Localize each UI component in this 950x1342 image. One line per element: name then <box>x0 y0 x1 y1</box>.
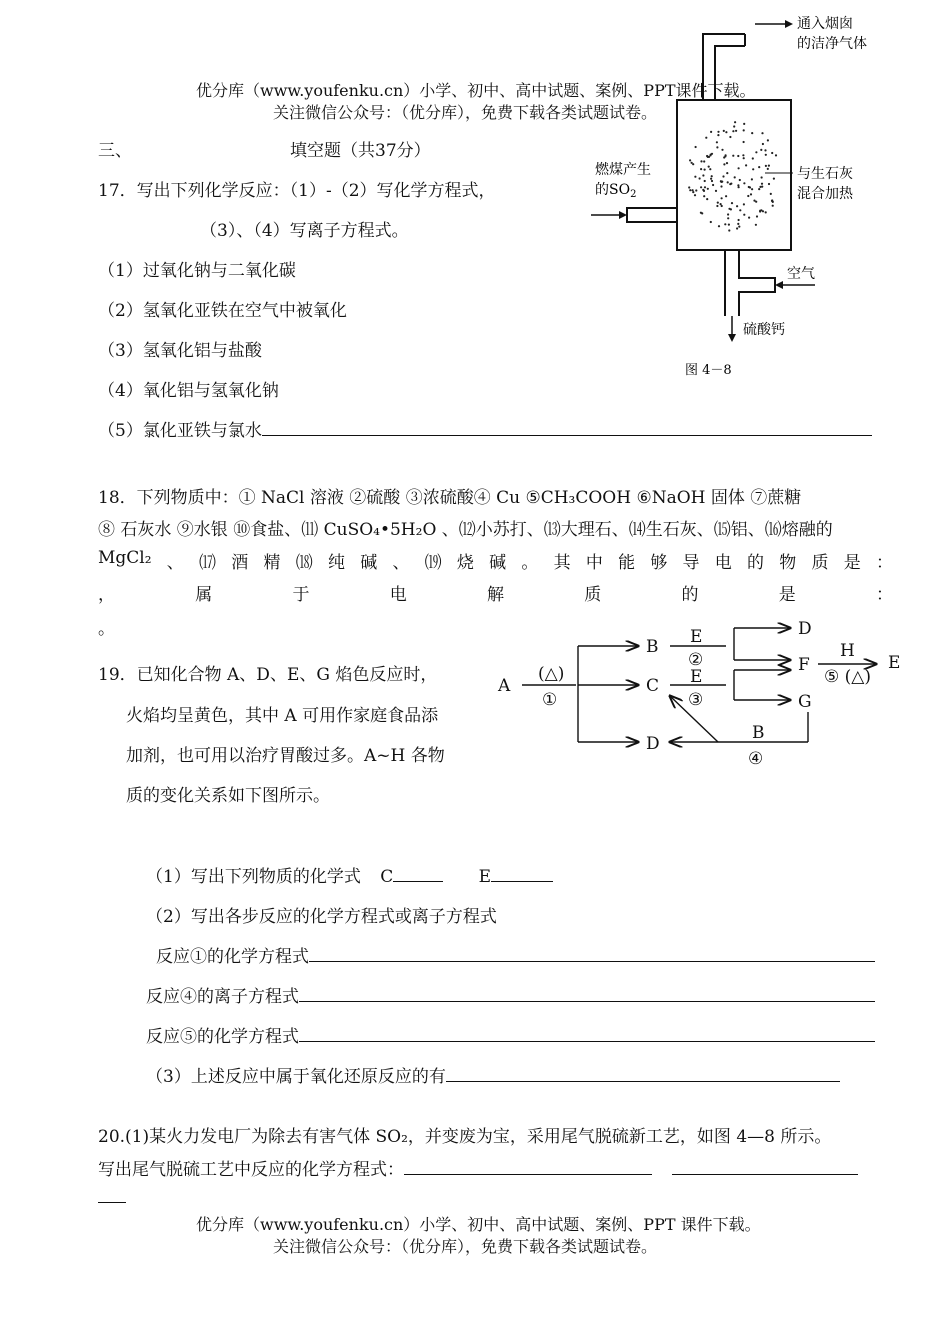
particle-dot <box>751 132 753 134</box>
fig-label-mix-2: 混合加热 <box>797 186 853 202</box>
particle-dot <box>739 179 741 181</box>
q18-token: ， <box>98 585 115 605</box>
particle-dot <box>726 162 728 164</box>
q19-answer-sub3[interactable] <box>446 1063 840 1082</box>
node-a: A <box>498 676 511 696</box>
particle-dot <box>727 181 729 183</box>
node-d-bottom: D <box>646 734 660 754</box>
particle-dot <box>742 154 744 156</box>
particle-dot <box>743 129 745 131</box>
q18-token: 的 <box>681 585 699 605</box>
footer-line-2: 关注微信公众号：（优分库），免费下载各类试题试卷。 <box>273 1237 658 1256</box>
particle-dot <box>743 182 745 184</box>
footer-line-1: 优分库（www.youfenku.cn）小学、初中、高中试题、案例、PPT 课件下载。 <box>196 1215 761 1234</box>
q17-item-5-label: （5）氯化亚铁与氯水 <box>98 421 262 441</box>
q19-r5-label: 反应⑤的化学方程式 <box>146 1027 299 1047</box>
q18-token: 其 <box>553 553 571 573</box>
q18-token: 电 <box>714 553 732 573</box>
particle-dot <box>738 219 740 221</box>
node-c: C <box>646 676 660 696</box>
particle-dot <box>723 130 725 132</box>
q18-line-5: 。 <box>98 619 115 639</box>
particle-dot <box>688 186 690 188</box>
q20-line-1: 20.(1)某火力发电厂为除去有害气体 SO₂，并变废为宝，采用尾气脱硫新工艺，如图 4—8 所示。 <box>98 1127 832 1147</box>
q18-token: ⒆ <box>424 553 442 573</box>
particle-dot <box>745 164 747 166</box>
q19-sub3 <box>146 1062 840 1087</box>
node-b: B <box>646 637 659 657</box>
particle-dot <box>709 154 711 156</box>
q19-answer-c[interactable] <box>393 863 443 882</box>
particle-dot <box>752 157 754 159</box>
particle-dot <box>758 188 760 190</box>
particle-dot <box>703 190 705 192</box>
particle-dot <box>770 193 772 195</box>
particle-dot <box>700 186 702 188</box>
particle-dot <box>726 172 728 174</box>
q19-sub1-e-label: E <box>478 867 492 887</box>
section-title: 填空题（共37分） <box>290 141 431 161</box>
q18-line-4 <box>98 580 893 605</box>
q17-item-2: （2）氢氧化亚铁在空气中被氧化 <box>98 301 347 321</box>
particle-dot <box>695 146 697 148</box>
q19-r1-label: 反应①的化学方程式 <box>156 947 309 967</box>
particle-dot <box>775 154 777 156</box>
particle-dot <box>725 195 727 197</box>
q18-token: 能 <box>618 553 636 573</box>
particle-dot <box>773 178 775 180</box>
q18-token: 质 <box>584 585 602 605</box>
particle-dot <box>761 183 763 185</box>
fig-label-in-2: 的$SO_2$ <box>595 182 637 200</box>
particle-dot <box>728 208 730 210</box>
particle-dot <box>695 189 697 191</box>
particle-dot <box>716 205 718 207</box>
particle-dot <box>756 215 758 217</box>
q19-sub1 <box>146 862 553 887</box>
q18-token: 碱 <box>360 553 378 573</box>
particle-dot <box>755 151 757 153</box>
particle-dot <box>752 168 754 170</box>
outlet-arrow-icon <box>755 20 793 28</box>
q19-text-3: 加剂，也可用以治疗胃酸过多。A~H 各物 <box>126 746 445 766</box>
q18-token: 。 <box>521 553 539 573</box>
particle-dot <box>711 180 713 182</box>
particle-dot <box>704 169 706 171</box>
particle-dot <box>694 176 696 178</box>
fig-label-air: 空气 <box>787 266 815 282</box>
particle-dot <box>705 137 707 139</box>
q18-token: 中 <box>585 553 603 573</box>
particle-dot <box>760 149 762 151</box>
particle-dot <box>759 210 761 212</box>
fig-label-out-2: 的洁净气体 <box>797 36 867 52</box>
q18-token: 烧 <box>456 553 474 573</box>
label-h: H <box>840 641 855 661</box>
particle-dot <box>715 190 717 192</box>
particle-dot <box>689 159 691 161</box>
q20-line-2 <box>98 1155 858 1180</box>
particle-dot <box>709 168 711 170</box>
particle-dot <box>721 197 723 199</box>
particle-dot <box>737 155 739 157</box>
particle-dot <box>707 188 709 190</box>
q18-token: ： <box>875 553 893 573</box>
label-num-1: ① <box>542 690 558 710</box>
particle-dot <box>764 149 766 151</box>
particle-dot <box>743 214 745 216</box>
particle-dot <box>694 194 696 196</box>
particle-dot <box>729 136 731 138</box>
q19-sub1-c-label: C <box>380 867 394 887</box>
particle-dot <box>716 146 718 148</box>
particle-dot <box>732 130 734 132</box>
particle-dot <box>761 176 763 178</box>
label-e-3: E <box>690 667 703 687</box>
label-num-4: ④ <box>748 749 764 769</box>
q20-line-2-label: 写出尾气脱硫工艺中反应的化学方程式： <box>98 1160 404 1180</box>
particle-dot <box>762 143 764 145</box>
q18-token: 够 <box>650 553 668 573</box>
particle-dot <box>704 186 706 188</box>
particle-dot <box>692 191 694 193</box>
q18-line-2: ⑧ 石灰水 ⑨水银 ⑩食盐、⑾ CuSO₄•5H₂O 、⑿小苏打、⒀大理石、⒁生石灰、⒂铝、⒃熔融的 <box>98 520 833 540</box>
q18-token: 导 <box>682 553 700 573</box>
particle-dot <box>722 175 724 177</box>
q17-answer-line-5[interactable] <box>262 417 872 436</box>
particle-dot <box>724 223 726 225</box>
q18-token: 于 <box>292 585 310 605</box>
q18-token: 纯 <box>327 553 345 573</box>
particle-dot <box>767 139 769 141</box>
particle-dot <box>748 186 750 188</box>
q19-text-2: 火焰均呈黄色，其中 A 可用作家庭食品添 <box>126 706 439 726</box>
q18-token: 的 <box>747 553 765 573</box>
particle-dot <box>743 123 745 125</box>
particle-dot <box>738 167 740 169</box>
q18-token: MgCl₂ <box>98 548 152 568</box>
node-f: F <box>798 655 810 675</box>
reaction-diagram <box>490 612 910 772</box>
particle-dot <box>761 132 763 134</box>
particle-dot <box>737 223 739 225</box>
particle-dot <box>758 166 760 168</box>
particle-dot <box>717 131 719 133</box>
particle-dot <box>710 178 712 180</box>
q19-text-4: 质的变化关系如下图所示。 <box>126 786 330 806</box>
particle-dot <box>717 134 719 136</box>
particle-dot <box>700 168 702 170</box>
particle-dot <box>743 157 745 159</box>
particle-dot <box>759 186 761 188</box>
particle-dot <box>706 198 708 200</box>
particle-dot <box>735 130 737 132</box>
q17-item-1: （1）过氧化钠与二氧化碳 <box>98 261 296 281</box>
particle-dot <box>720 203 722 205</box>
q18-token: 酒 <box>231 553 249 573</box>
q18-token: 精 <box>263 553 281 573</box>
q19-answer-r4[interactable] <box>299 983 875 1002</box>
q17-item-5 <box>98 416 872 441</box>
particle-dot <box>765 154 767 156</box>
label-e-2: E <box>690 627 703 647</box>
particle-dot <box>743 203 745 205</box>
particle-dot <box>768 183 770 185</box>
particle-dot <box>733 125 735 127</box>
particle-dot <box>736 205 738 207</box>
fig-label-product: 硫酸钙 <box>743 322 785 338</box>
particle-dot <box>701 212 703 214</box>
particle-dot <box>717 202 719 204</box>
q19-sub1-label: （1）写出下列物质的化学式 <box>146 867 361 887</box>
particle-dot <box>751 178 753 180</box>
particle-dot <box>706 155 708 157</box>
q19-r1 <box>156 942 875 967</box>
particle-dot <box>703 160 705 162</box>
particle-dot <box>734 176 736 178</box>
particle-dot <box>743 141 745 143</box>
particle-dot <box>771 152 773 154</box>
q18-token: 碱 <box>489 553 507 573</box>
q18-line-3 <box>98 548 893 573</box>
particle-dot <box>712 184 714 186</box>
particle-dot <box>718 225 720 227</box>
q18-token: ⒅ <box>295 553 313 573</box>
particle-dot <box>691 162 693 164</box>
q19-r4 <box>146 982 875 1007</box>
particle-dot <box>739 209 741 211</box>
q20-answer-1[interactable] <box>404 1156 652 1175</box>
q18-token: 电 <box>389 585 407 605</box>
particle-dot <box>753 200 755 202</box>
particle-dot <box>721 149 723 151</box>
particle-dot <box>711 153 713 155</box>
particle-dot <box>771 199 773 201</box>
particle-dot <box>767 168 769 170</box>
q17-item-3: （3）氢氧化铝与盐酸 <box>98 341 262 361</box>
node-g: G <box>798 692 812 712</box>
q18-token: 是 <box>843 553 861 573</box>
particle-dot <box>751 188 753 190</box>
particle-dot <box>738 226 740 228</box>
q19-answer-r5[interactable] <box>299 1023 875 1042</box>
particle-dot <box>725 131 727 133</box>
particle-dot <box>721 205 723 207</box>
label-num-2: ② <box>688 650 704 670</box>
node-d-top: D <box>798 619 812 639</box>
particle-dot <box>731 202 733 204</box>
q18-token: ： <box>876 585 893 605</box>
particle-dot <box>723 156 725 158</box>
particle-dot <box>700 160 702 162</box>
particle-dot <box>727 217 729 219</box>
q17-intro-1: 17．写出下列化学反应：（1）-（2）写化学方程式， <box>98 181 496 201</box>
particle-dot <box>728 224 730 226</box>
q20-answer-2[interactable] <box>672 1156 858 1175</box>
particle-dot <box>748 217 750 219</box>
q19-r4-label: 反应④的离子方程式 <box>146 987 299 1007</box>
particle-dot <box>750 193 752 195</box>
fig-label-in-1: 燃煤产生 <box>595 162 651 178</box>
particle-dot <box>704 180 706 182</box>
header-line-2: 关注微信公众号：（优分库），免费下载各类试题试卷。 <box>273 103 658 122</box>
q19-answer-r1[interactable] <box>309 943 875 962</box>
node-e-final: E <box>888 653 901 673</box>
q17-item-4: （4）氧化铝与氢氧化钠 <box>98 381 279 401</box>
q19-text-1: 19．已知化合物 A、D、E、G 焰色反应时， <box>98 665 438 685</box>
particle-dot <box>710 131 712 133</box>
inlet-arrow-icon <box>591 211 627 219</box>
particle-dot <box>689 189 691 191</box>
particle-dot <box>765 211 767 213</box>
particle-dot <box>737 184 739 186</box>
q17-intro-2: （3）、（4）写离子方程式。 <box>200 221 409 241</box>
particle-dot <box>772 205 774 207</box>
air-arrow-icon <box>775 281 815 289</box>
particle-dot <box>734 121 736 123</box>
particle-dot <box>708 166 710 168</box>
label-cond-5: ⑤ (△) <box>824 667 871 687</box>
q18-token: 、 <box>392 553 410 573</box>
particle-dot <box>703 195 705 197</box>
q18-token: 属 <box>195 585 213 605</box>
lime-particles <box>688 121 777 231</box>
q19-sub2: （2）写出各步反应的化学方程式或离子方程式 <box>146 907 497 927</box>
particle-dot <box>699 177 701 179</box>
q18-token: ⒄ <box>199 553 217 573</box>
particle-dot <box>727 213 729 215</box>
label-cond-1: (△) <box>538 664 565 684</box>
particle-dot <box>765 165 767 167</box>
q18-token: 解 <box>487 585 504 605</box>
q18-token: 质 <box>811 553 829 573</box>
product-arrow-icon <box>728 316 736 342</box>
label-b-4: B <box>752 723 765 743</box>
particle-dot <box>732 155 734 157</box>
fig-label-out-1: 通入烟囱 <box>797 16 853 32</box>
particle-dot <box>720 181 722 183</box>
particle-dot <box>725 154 727 156</box>
particle-dot <box>755 224 757 226</box>
q18-token: 是 <box>778 585 796 605</box>
section-number: 三、 <box>98 141 132 161</box>
q18-token: 、 <box>166 553 184 573</box>
particle-dot <box>728 229 730 231</box>
particle-dot <box>692 189 694 191</box>
q19-answer-e[interactable] <box>491 863 553 882</box>
particle-dot <box>711 175 713 177</box>
particle-dot <box>768 165 770 167</box>
particle-dot <box>747 195 749 197</box>
q19-sub3-label: （3）上述反应中属于氧化还原反应的有 <box>146 1067 446 1087</box>
particle-dot <box>723 163 725 165</box>
q19-r5 <box>146 1022 875 1047</box>
header-line-1: 优分库（www.youfenku.cn）小学、初中、高中试题、案例、PPT课件下载。 <box>196 81 756 100</box>
particle-dot <box>710 221 712 223</box>
particle-dot <box>729 183 731 185</box>
fig-label-mix-1: 与生石灰 <box>797 166 853 182</box>
particle-dot <box>702 174 704 176</box>
particle-dot <box>736 227 738 229</box>
q18-line-1: 18．下列物质中：① NaCl 溶液 ②硫酸 ③浓硫酸④ Cu ⑤CH₃COOH ⑥NaOH 固体 ⑦蔗糖 <box>98 488 802 508</box>
particle-dot <box>716 141 718 143</box>
q18-token: 物 <box>779 553 797 573</box>
q20-answer-continue[interactable] <box>98 1202 126 1203</box>
label-num-3: ③ <box>688 690 704 710</box>
particle-dot <box>720 185 722 187</box>
figure-4-8 <box>585 8 885 388</box>
fig-caption: 图 4－8 <box>685 363 732 378</box>
